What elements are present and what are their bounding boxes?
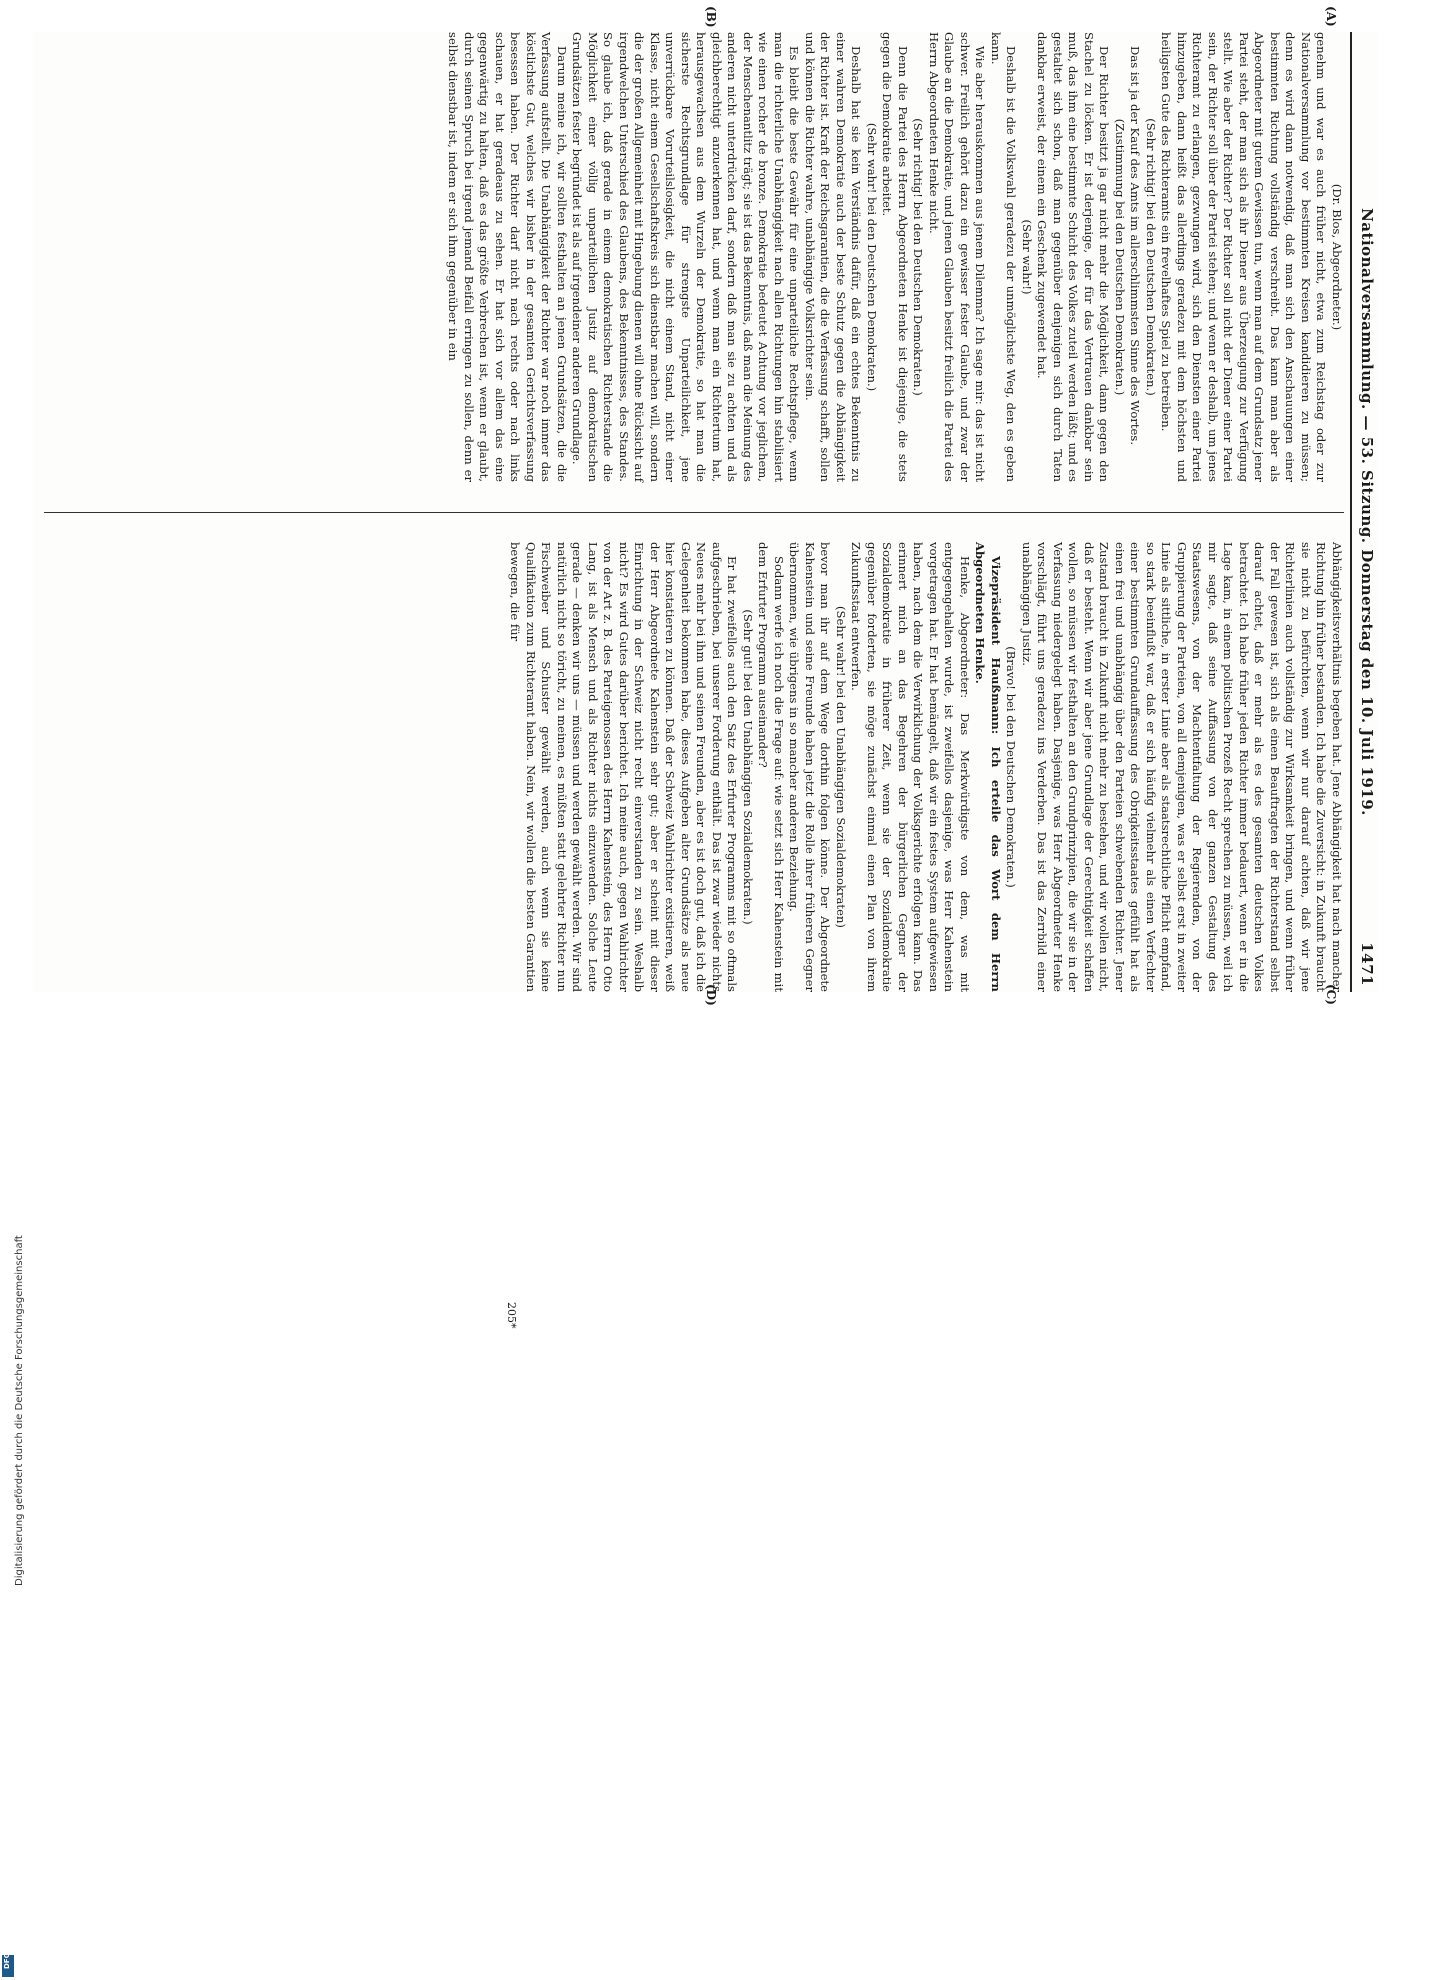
dfg-logo: DFG	[2, 1955, 14, 1977]
interjection: (Sehr wahr! bei den Deutschen Demokraten.)	[865, 122, 879, 392]
digitization-note: Digitalisierung gefördert durch die Deutsche Forschungsgemeinschaft	[14, 1235, 25, 1586]
margin-marker-d: (D)	[704, 984, 718, 1006]
paragraph: Abhängigkeitsverhältnis begeben hat. Jene Abhängigkeit hat nach mancher Richtung hin früher bestanden. Ich habe die Zuversicht: in Zukunft braucht sie nicht zu befürchten, wenn wir nur darauf achten, daß wir jene Richterlinien auch vollständig zur Wirksamkeit bringen, und wenn früher der Fall gewesen ist, sich als einen Beauftragten der Richterstand selbst darauf achtet, daß er mehr als es des gesamten deutschen Volkes betrachtet. Ich habe früher jeden Richter immer bedauert, wenn er in die Lage kam, in einem politischen Prozeß Recht sprechen zu müssen, weil ich mir sagte, daß seine Auffassung von der ganzen Gestaltung des Staatswesens, von der Machtentfaltung der Regierenden, von der Gruppierung der Parteien, von all demjenigen, was er selbst erst in zweiter Linie als sittliche, in erster Linie aber als staatsrechtliche Pflicht empfand, so stark beeinflußt war, daß er sich häufig vielmehr als einen Verfechter einer bestimmten Grundauffassung des Obrigkeitsstaates gefühlt hat als einen frei und unabhängig über den Parteien schwebenden Richter. Jener Zustand braucht in Zukunft nicht mehr zu bestehen, und wir wollen nicht, daß er besteht. Wenn wir aber jene Grundlage der Gerechtigkeit schaffen wollen, so müssen wir festhalten an den Grundprinzipien, die wir sie in der Verfassung niedergelegt haben. Dasjenige, was Herr Abgeordneter Henke vorschlägt, führt uns geradezu ins Verderben. Das ist das Zerrbild einer unabhängigen Justiz.	[1020, 542, 1344, 992]
paragraph: genehm und war es auch früher nicht, etwa zum Reichstag oder zur Nationalversammlung vor bestimmten Kreisen kandidieren zu müssen; denn es wird dann notwendig, daß man sich den Anschauungen einer bestimmten Richtung vollständig verschreibt. Das kann man aber als Abgeordneter mit gutem Gewissen tun, wenn man auf dem Grundsatz jener Partei steht, der man sich als ihr Diener aus Überzeugung zur Verfügung stellt. Wie aber der Richter? Der Richter soll nicht der Diener einer Partei sein, der Richter soll über der Partei stehen; und wenn er deshalb, um jenes Richteramt zu erlangen, gezwungen wird, sich den Diensten einer Partei hinzugeben, dann heißt das allerdings geradezu mit dem höchsten und heiligsten Gute des Richteramts ein frevelhaftes Spiel zu betreiben.	[1159, 32, 1329, 482]
paragraph: Darum meine ich, wir sollten festhalten an jenen Grundsätzen, die die Verfassung aufstellt. Die Unabhängigkeit der Richter war noch immer das köstlichste Gut, welches wir bisher in der gesamten Gerichtsverfassung besessen haben. Der Richter darf nicht nach rechts oder nach links schauen, er hat geradeaus zu sehen. Er hat sich vor allem das eine gegenwärtig zu halten, daß es das größte Verbrechen ist, wenn er glaubt, durch seinen Spruch bei irgend jemand Beifall erringen zu sollen, denn er selbst dienstbar ist, indem er sich ihm gegenüber in ein	[446, 32, 569, 482]
running-title: Nationalversammlung. — 53. Sitzung. Donnerstag den 10. Juli 1919.	[1358, 208, 1376, 816]
margin-marker-b: (B)	[704, 6, 718, 28]
rotated-page	[33, 6, 1378, 1329]
interjection: (Sehr gut! bei den Unabhängigen Sozialdemokraten.)	[741, 609, 755, 925]
interjection: (Zustimmung bei den Deutschen Demokraten.)	[1113, 118, 1127, 396]
paragraph: Das ist ja der Kauf des Amts im allerschlimmsten Sinne des Wortes.	[1128, 46, 1143, 446]
column-divider	[44, 512, 1344, 513]
interjection: (Sehr richtig! bei den Deutschen Demokraten.)	[1144, 118, 1158, 396]
right-column	[44, 542, 1344, 992]
margin-marker-c: (C)	[1324, 984, 1338, 1005]
paragraph: Sodann werfe ich noch die Frage auf: wie setzt sich Herr Kahenstein mit dem Erfurter Programm auseinander?	[756, 542, 786, 992]
page-header	[1350, 32, 1378, 992]
speaker-note: (Dr. Blos, Abgeordneter.)	[1330, 183, 1344, 331]
interjection: (Sehr richtig! bei den Deutschen Demokraten.)	[911, 118, 926, 396]
paragraph: Der Richter besitzt ja gar nicht mehr die Möglichkeit, dann gegen den Stachel zu löcken. Er ist derjenige, der für das Vertrauen dankbar sein muß, das ihm eine bestimmte Schicht des Volkes zuteil werden läßt; und es gestaltet sich schon, daß man gegenüber denjenigen sich durch Taten dankbar erweist, der einem ein Geschenk zugewendet hat.	[1035, 32, 1112, 482]
interjection: (Sehr wahr!)	[1020, 219, 1034, 295]
speaker-paragraph: Vizepräsident Haußmann: Ich erteile das Wort dem Herrn Abgeordneten Henke.	[973, 542, 1003, 992]
margin-marker-a: (A)	[1324, 6, 1338, 27]
digitization-footer	[2, 980, 25, 1980]
paragraph: bevor man ihr auf dem Wege dorthin folgen könne. Der Abgeordnete Kahenstein und seine Freunde haben jetzt die Rolle ihrer früheren Gegner übernommen, wie übrigens in so mancher anderen Beziehung.	[787, 542, 833, 992]
interjection: (Bravo! bei den Deutschen Demokraten.)	[1004, 646, 1019, 888]
paragraph: Er hat zweifellos auch den Satz des Erfurter Programms mit so oftmals aufgeschrieben, bei unserer Forderung enthält. Das ist zwar wieder nichts Neues mehr bei ihm und seinen Freunden, aber es ist doch gut, daß ich die Gelegenheit bekommen habe, dieses Aufgeben alter Grundsätze als neue hier konstatieren zu können. Daß der Schweiz Wahlrichter existieren, weiß der Herr Abgeordnete Kahenstein sehr gut; aber er scheint mit dieser Einrichtung in der Schweiz nicht recht einverstanden zu sein. Weshalb nicht? Es wird Gutes darüber berichtet. Ich meine auch, gegen Wahlrichter von der Art z. B. des Parteigenossen des Herrn Kahenstein, des Herrn Otto Lang, ist als Mensch und als Richter nichts einzuwenden. Solche Leute gerade — denken wir uns — müssen und werden gewählt werden. Wir sind natürlich nicht so töricht, zu meinen, es müßten statt gelehrter Richter nun Fischweiber und Schuster gewählt werden, auch wenn sie keine Qualifikation zum Richteramt haben. Nein, wir wollen die besten Garantien bewegen, die für	[508, 542, 740, 992]
paragraph: Denn die Partei des Herrn Abgeordneten Henke ist diejenige, die stets gegen die Demokratie arbeitet.	[880, 32, 910, 482]
paragraph: Wie aber herauskommen aus jenem Dilemma? Ich sage mir: das ist nicht schwer. Freilich gehört dazu ein gewisser fester Glaube, und zwar der Glaube an die Demokratie, und jenen Glauben besitzt freilich die Partei des Herrn Abgeordneten Henke nicht.	[927, 32, 988, 482]
page-number: 1471	[1358, 942, 1376, 986]
paragraph: Deshalb hat sie kein Verständnis dafür, daß ein echtes Bekenntnis zu einer wahren Demokratie auch der beste Schutz gegen die Abhängigkeit der Richter ist. Kraft der Reichsgarantien, die die Verfassung schafft, sollen und können die Richter wahre, unabhängige Volksrichter sein.	[803, 32, 864, 482]
left-column	[44, 32, 1344, 482]
paragraph: Deshalb ist die Volkswahl geradezu der unmöglichste Weg, den es geben kann.	[989, 32, 1019, 482]
paragraph: Es bleibt die beste Gewähr für eine unparteiliche Rechtspflege, wenn man die richterliche Unabhängigkeit nach allen Richtungen hin stabilisiert wie einen rocher de bronze. Demokratie bedeutet Achtung vor jeglichem, der Menschenantlitz trägt; sie ist das Bekenntnis, daß man die Meinung des anderen nicht unterdrücken darf, sondern daß man sie zu achten und als gleichberechtigt anzuerkennen hat, und wenn man ein Richtertum hat, herausgewachsen aus dem Wurzeln der Demokratie, so hat man die sicherste Rechtsgrundlage für strengste Unparteilichkeit, jene unverrückbare Vorurteilslosigkeit, die nicht einem Stand, nicht einer Klasse, nicht einem Gesellschaftskreis sich dienstbar machen will, sondern die der großen Allgemeinheit mit Hingebung dienen will ohne Rücksicht auf irgendwelchen Unterschied des Glaubens, des Bekenntnisses, des Standes. So glaube ich, daß gerade in einem demokratischen Richterstande die Möglichkeit einer völlig unparteilichen Justiz auf demokratischen Grundsätzen fester begründet ist als auf irgendeiner anderen Grundlage.	[570, 32, 802, 482]
interjection: (Sehr wahr! bei den Unabhängigen Sozialdemokraten)	[834, 606, 848, 928]
page-marker: 205*	[505, 1302, 518, 1329]
speaker-paragraph: Henke, Abgeordneter: Das Merkwürdigste von dem, was mit entgegengehalten wurde, ist zweifellos dasjenige, was Herr Kahenstein vorgetragen hat. Er hat bemängelt, daß wir ein festes System aufgewiesen haben, nach dem die Verwirklichung der Volksgerichte erfolgen kann. Das erinnert mich an das Begehren der bürgerlichen Gegner der Sozialdemokratie in früherer Zeit, wenn sie der Sozialdemokratie gegenüber forderten, sie möge zunächst einmal einen Plan von ihrem Zukunftsstaat entwerfen.	[849, 542, 972, 992]
